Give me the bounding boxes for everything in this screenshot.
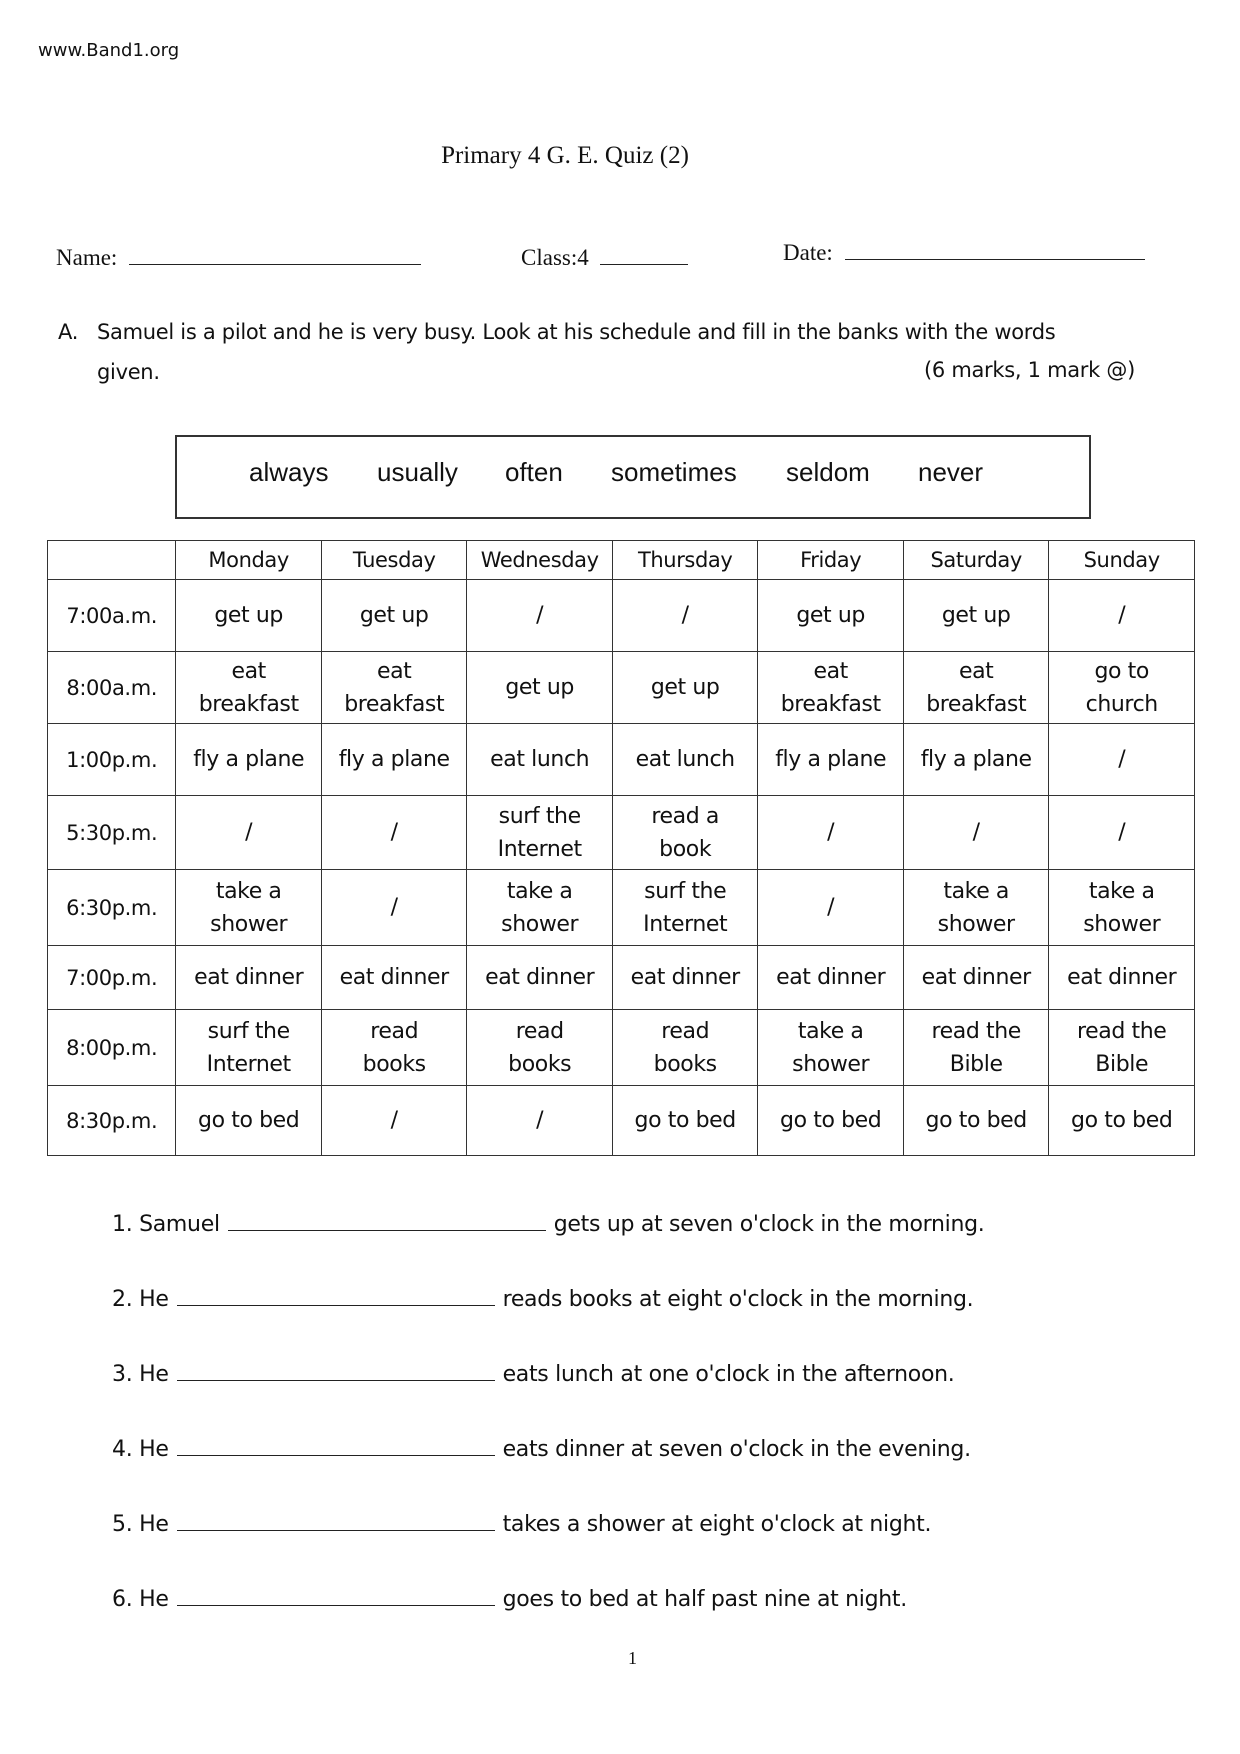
table-row xyxy=(48,652,1195,724)
answer-blank[interactable] xyxy=(177,1530,495,1531)
question-prefix: 1. Samuel xyxy=(112,1212,220,1237)
time-cell: 8:00a.m. xyxy=(48,652,176,724)
name-blank[interactable] xyxy=(129,264,421,265)
name-label: Name: xyxy=(56,245,118,270)
activity-cell: eat breakfast xyxy=(176,652,322,724)
name-field[interactable] xyxy=(56,245,421,271)
day-header-thursday: Thursday xyxy=(612,541,758,580)
table-row xyxy=(48,580,1195,652)
schedule-table xyxy=(47,540,1195,1156)
time-cell: 7:00a.m. xyxy=(48,580,176,652)
activity-cell: get up xyxy=(176,580,322,652)
activity-cell: eat dinner xyxy=(758,946,904,1010)
answer-blank[interactable] xyxy=(177,1605,495,1606)
question-6 xyxy=(112,1587,907,1612)
class-label: Class: xyxy=(521,245,578,270)
activity-cell: go to bed xyxy=(176,1086,322,1156)
activity-cell: eat lunch xyxy=(612,724,758,796)
activity-cell: / xyxy=(758,870,904,946)
activity-cell: eat breakfast xyxy=(321,652,467,724)
time-cell: 8:00p.m. xyxy=(48,1010,176,1086)
activity-cell: get up xyxy=(612,652,758,724)
question-suffix: gets up at seven o'clock in the morning. xyxy=(553,1212,985,1237)
marks-note: (6 marks, 1 mark @) xyxy=(924,358,1135,382)
activity-cell: fly a plane xyxy=(903,724,1049,796)
class-value: 4 xyxy=(577,245,589,270)
question-2 xyxy=(112,1287,973,1312)
activity-cell: / xyxy=(758,796,904,870)
activity-cell: eat dinner xyxy=(321,946,467,1010)
table-row xyxy=(48,870,1195,946)
activity-cell: / xyxy=(176,796,322,870)
activity-cell: eat dinner xyxy=(1049,946,1195,1010)
activity-cell: go to bed xyxy=(758,1086,904,1156)
activity-cell: read books xyxy=(612,1010,758,1086)
day-header-sunday: Sunday xyxy=(1049,541,1195,580)
activity-cell: / xyxy=(467,1086,613,1156)
activity-cell: fly a plane xyxy=(758,724,904,796)
answer-blank[interactable] xyxy=(177,1455,495,1456)
page-number: 1 xyxy=(628,1648,637,1668)
time-cell: 7:00p.m. xyxy=(48,946,176,1010)
word-never: never xyxy=(918,457,984,487)
activity-cell: eat breakfast xyxy=(758,652,904,724)
activity-cell: read a book xyxy=(612,796,758,870)
activity-cell: eat dinner xyxy=(176,946,322,1010)
activity-cell: go to bed xyxy=(903,1086,1049,1156)
activity-cell: take a shower xyxy=(903,870,1049,946)
word-usually: usually xyxy=(377,457,458,487)
question-prefix: 5. He xyxy=(112,1512,169,1537)
question-prefix: 4. He xyxy=(112,1437,169,1462)
word-sometimes: sometimes xyxy=(611,457,737,487)
table-row xyxy=(48,1086,1195,1156)
activity-cell: read books xyxy=(321,1010,467,1086)
day-header-tuesday: Tuesday xyxy=(321,541,467,580)
question-suffix: goes to bed at half past nine at night. xyxy=(502,1587,907,1612)
answer-blank[interactable] xyxy=(228,1230,546,1231)
section-letter: A. xyxy=(58,320,79,344)
activity-cell: take a shower xyxy=(176,870,322,946)
activity-cell: get up xyxy=(903,580,1049,652)
answer-blank[interactable] xyxy=(177,1380,495,1381)
site-url: www.Band1.org xyxy=(38,40,180,61)
table-row xyxy=(48,946,1195,1010)
question-5 xyxy=(112,1512,931,1537)
activity-cell: eat lunch xyxy=(467,724,613,796)
question-prefix: 3. He xyxy=(112,1362,169,1387)
time-cell: 1:00p.m. xyxy=(48,724,176,796)
activity-cell: take a shower xyxy=(467,870,613,946)
table-row xyxy=(48,796,1195,870)
activity-cell: / xyxy=(321,870,467,946)
activity-cell: go to bed xyxy=(1049,1086,1195,1156)
word-seldom: seldom xyxy=(786,457,870,487)
table-row xyxy=(48,1010,1195,1086)
day-header-wednesday: Wednesday xyxy=(467,541,613,580)
question-3 xyxy=(112,1362,954,1387)
activity-cell: read the Bible xyxy=(1049,1010,1195,1086)
corner-cell xyxy=(48,541,176,580)
activity-cell: / xyxy=(612,580,758,652)
activity-cell: eat dinner xyxy=(903,946,1049,1010)
date-field[interactable] xyxy=(783,240,1145,266)
question-suffix: eats dinner at seven o'clock in the evening. xyxy=(502,1437,971,1462)
question-prefix: 6. He xyxy=(112,1587,169,1612)
question-prefix: 2. He xyxy=(112,1287,169,1312)
activity-cell: / xyxy=(467,580,613,652)
activity-cell: / xyxy=(903,796,1049,870)
class-blank[interactable] xyxy=(600,264,688,265)
activity-cell: get up xyxy=(758,580,904,652)
activity-cell: get up xyxy=(321,580,467,652)
question-suffix: reads books at eight o'clock in the morning. xyxy=(502,1287,974,1312)
activity-cell: get up xyxy=(467,652,613,724)
day-header-saturday: Saturday xyxy=(903,541,1049,580)
activity-cell: go to church xyxy=(1049,652,1195,724)
activity-cell: fly a plane xyxy=(321,724,467,796)
question-4 xyxy=(112,1437,971,1462)
activity-cell: surf the Internet xyxy=(612,870,758,946)
activity-cell: / xyxy=(1049,724,1195,796)
activity-cell: / xyxy=(321,1086,467,1156)
header-row xyxy=(48,541,1195,580)
word-often: often xyxy=(505,457,563,487)
question-suffix: eats lunch at one o'clock in the afternoon. xyxy=(502,1362,955,1387)
question-1 xyxy=(112,1212,985,1237)
answer-blank[interactable] xyxy=(177,1305,495,1306)
activity-cell: read the Bible xyxy=(903,1010,1049,1086)
date-blank[interactable] xyxy=(845,259,1145,260)
activity-cell: / xyxy=(1049,580,1195,652)
date-label: Date: xyxy=(783,240,833,265)
activity-cell: surf the Internet xyxy=(176,1010,322,1086)
activity-cell: eat breakfast xyxy=(903,652,1049,724)
activity-cell: read books xyxy=(467,1010,613,1086)
instruction-line1: Samuel is a pilot and he is very busy. Look at his schedule and fill in the banks with the words xyxy=(97,320,1056,344)
instruction-line2: given. xyxy=(97,360,160,384)
day-header-friday: Friday xyxy=(758,541,904,580)
time-cell: 6:30p.m. xyxy=(48,870,176,946)
activity-cell: fly a plane xyxy=(176,724,322,796)
page-title: Primary 4 G. E. Quiz (2) xyxy=(441,142,689,169)
table-row xyxy=(48,724,1195,796)
activity-cell: eat dinner xyxy=(467,946,613,1010)
activity-cell: / xyxy=(321,796,467,870)
activity-cell: go to bed xyxy=(612,1086,758,1156)
day-header-monday: Monday xyxy=(176,541,322,580)
time-cell: 8:30p.m. xyxy=(48,1086,176,1156)
word-bank xyxy=(175,435,1091,519)
word-always: always xyxy=(249,457,329,487)
activity-cell: / xyxy=(1049,796,1195,870)
time-cell: 5:30p.m. xyxy=(48,796,176,870)
class-field[interactable] xyxy=(521,245,688,271)
activity-cell: take a shower xyxy=(758,1010,904,1086)
activity-cell: eat dinner xyxy=(612,946,758,1010)
question-suffix: takes a shower at eight o'clock at night. xyxy=(502,1512,932,1537)
activity-cell: take a shower xyxy=(1049,870,1195,946)
activity-cell: surf the Internet xyxy=(467,796,613,870)
